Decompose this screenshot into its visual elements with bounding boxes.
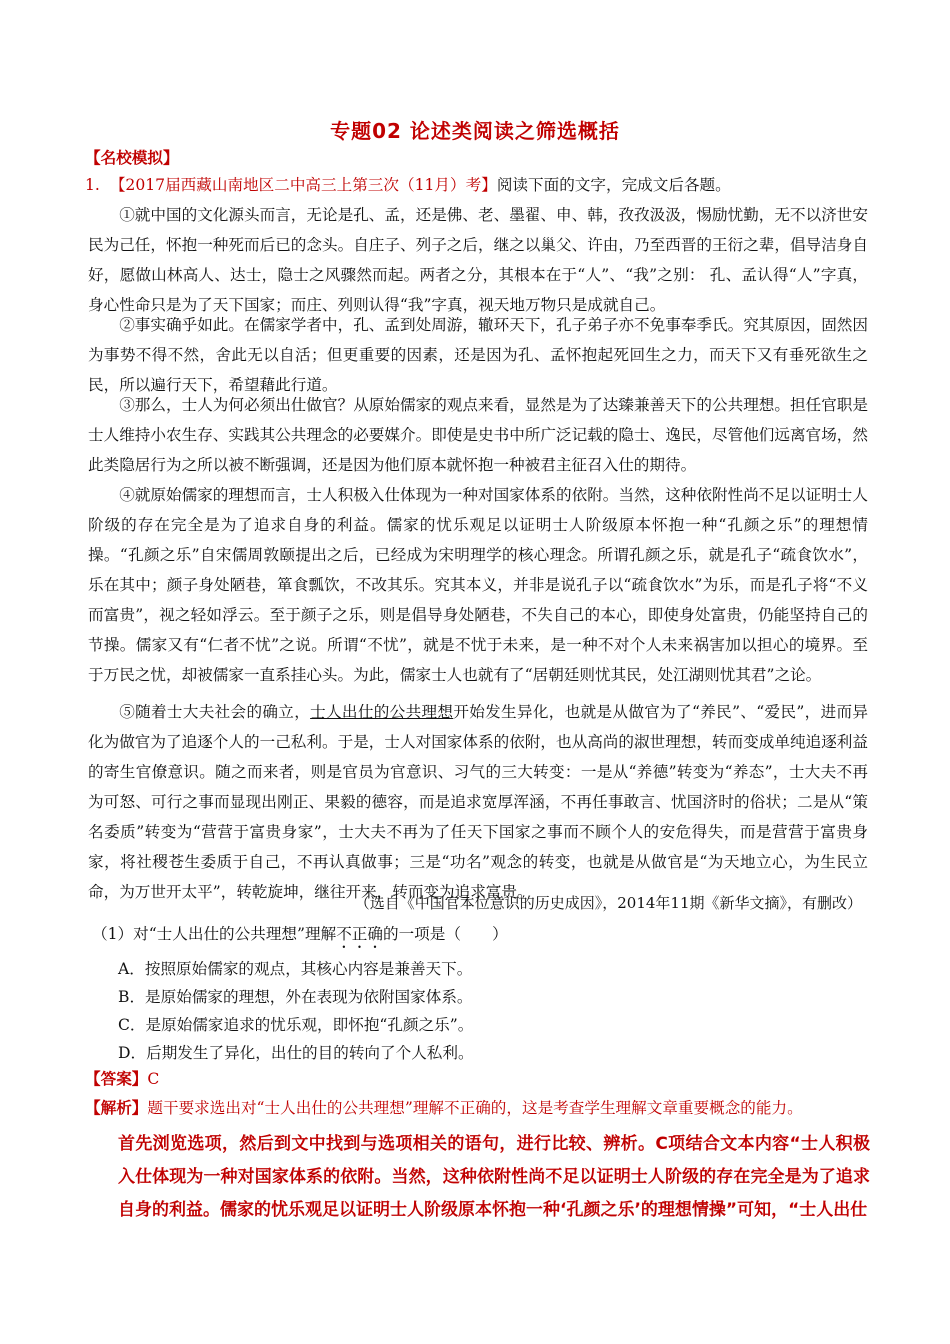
- sub-question-end: 的一项是（ ）: [382, 925, 508, 943]
- option-d: D．后期发生了异化，出仕的目的转向了个人私利。: [118, 1044, 474, 1062]
- analysis-detail: 首先浏览选项，然后到文中找到与选项相关的语句，进行比较、辨析。C项结合文本内容“士人积极入仕体现为一种对国家体系的依附。当然，这种依附性尚不足以证明士人阶级的存在完全是为了追求自身的利益。儒家的忧乐观足以证明士人阶级原本怀抱一种‘孔颜之乐’的理想情操”可知，“士人出仕: [118, 1134, 870, 1220]
- answer-value: C: [147, 1070, 160, 1088]
- question-number: 1.: [85, 176, 100, 194]
- question-header: [85, 174, 731, 196]
- paragraph-1: ①就中国的文化源头而言，无论是孔、孟，还是佛、老、墨翟、申、韩，孜孜汲汲，惕励忧勤，无不以济世安民为己任，怀抱一种死而后已的念头。自庄子、列子之后，继之以巢父、许由，乃至西晋的王衍之辈，倡导洁身自好，愿做山林高人、达士，隐士之风骤然而起。两者之分，其根本在于“人”、“我”之别： 孔、孟认得“人”字真，身心性命只是为了天下国家；而庄、列则认得“我”字真，视天地万物只是成就自己。: [88, 206, 868, 314]
- option-c: C．是原始儒家追求的忧乐观，即怀抱“孔颜之乐”。: [118, 1016, 474, 1034]
- section-label: 【名校模拟】: [85, 148, 179, 167]
- analysis-label: 【解析】: [85, 1098, 148, 1117]
- analysis-line: [85, 1096, 870, 1118]
- page-title: 专题02 论述类阅读之筛选概括: [330, 119, 620, 143]
- answer-line: [85, 1067, 159, 1089]
- paragraph-5-rest: 开始发生异化，也就是从做官为了“养民”、“爱民”，进而异化为做官为了追逐个人的一己私利。于是，士人对国家体系的依附，也从高尚的淑世理想，转而变成单纯追逐利益的寄生官僚意识。随之而来者，则是官员为官意识、习气的三大转变：一是从“养德”转变为“养态”，士大夫不再为可怒、可行之事而显现出刚正、果毅的德容，而是追求宽厚浑涵，不再任事敢言、忧国济时的俗状；二是从“策名委质”转变为“营营于富贵身家”，士大夫不再为了任天下国家之事而不顾个人的安危得失，而是营营于富贵身家，将社稷苍生委质于自己，不再认真做事；三是“功名”观念的转变，也就是从做官是“为天地立心，为生民立命，为万世开太平”，转乾旋坤，继往开来，转而变为追求富贵。: [88, 703, 868, 901]
- option-a: A．按照原始儒家的观点，其核心内容是兼善天下。: [118, 960, 473, 978]
- answer-label: 【答案】: [85, 1069, 148, 1088]
- analysis-text: 题干要求选出对“士人出仕的公共理想”理解不正确的，这是考查学生理解文章重要概念的能力。: [147, 1099, 803, 1117]
- paragraph-5: [88, 697, 868, 907]
- sub-question-start: （1）对“士人出仕的公共理想”理解: [92, 925, 337, 943]
- paragraph-3: ③那么，士人为何必须出仕做官？从原始儒家的观点来看，显然是为了达臻兼善天下的公共理想。担任官职是士人维持小农生存、实践其公共理念的必要媒介。即使是史书中所广泛记载的隐士、逸民，尽管他们远离官场，然此类隐居行为之所以被不断强调，还是因为他们原本就怀抱一种被君主征召入仕的期待。: [88, 396, 868, 474]
- option-b: B．是原始儒家的理想，外在表现为依附国家体系。: [118, 988, 473, 1006]
- paragraph-2: ②事实确乎如此。在儒家学者中，孔、孟到处周游，辙环天下，孔子弟子亦不免事奉季氏。究其原因，固然因为事势不得不然，舍此无以自活；但更重要的因素，还是因为孔、孟怀抱起死回生之力，而天下又有垂死欲生之民，所以遍行天下，希望藉此行道。: [88, 316, 868, 394]
- paragraph-4: ④就原始儒家的理想而言，士人积极入仕体现为一种对国家体系的依附。当然，这种依附性尚不足以证明士人阶级的存在完全是为了追求自身的利益。儒家的忧乐观足以证明士人阶级原本怀抱一种“孔颜之乐”的理想情操。“孔颜之乐”自宋儒周敦颐提出之后，已经成为宋明理学的核心理念。所谓孔颜之乐，就是孔子“疏食饮水”，乐在其中；颜子身处陋巷，箪食瓢饮，不改其乐。究其本义，并非是说孔子以“疏食饮水”为乐，而是孔子将“不义而富贵”，视之轻如浮云。至于颜子之乐，则是倡导身处陋巷，不失自己的本心，即使身处富贵，仍能坚持自己的节操。儒家又有“仁者不忧”之说。所谓“不忧”，就是不忧于未来，是一种不对个人未来祸害加以担心的境界。至于万民之忧，却被儒家一直系挂心头。为此，儒家士人也就有了“居朝廷则忧其民，处江湖则忧其君”之论。: [88, 486, 868, 684]
- paragraph-5-start: ⑤随着士大夫社会的确立，: [119, 703, 311, 721]
- question-source: 【2017届西藏山南地区二中高三上第三次（11月）考】: [109, 176, 497, 194]
- source-citation: （选自《中国官本位意识的历史成因》，2014年11期《新华文摘》，有删改）: [354, 894, 862, 912]
- emphasis-dots: 不正确: [336, 925, 383, 943]
- sub-question: [92, 922, 508, 952]
- underlined-term: 士人出仕的公共理想: [310, 703, 454, 721]
- question-intro: 阅读下面的文字，完成文后各题。: [496, 176, 731, 194]
